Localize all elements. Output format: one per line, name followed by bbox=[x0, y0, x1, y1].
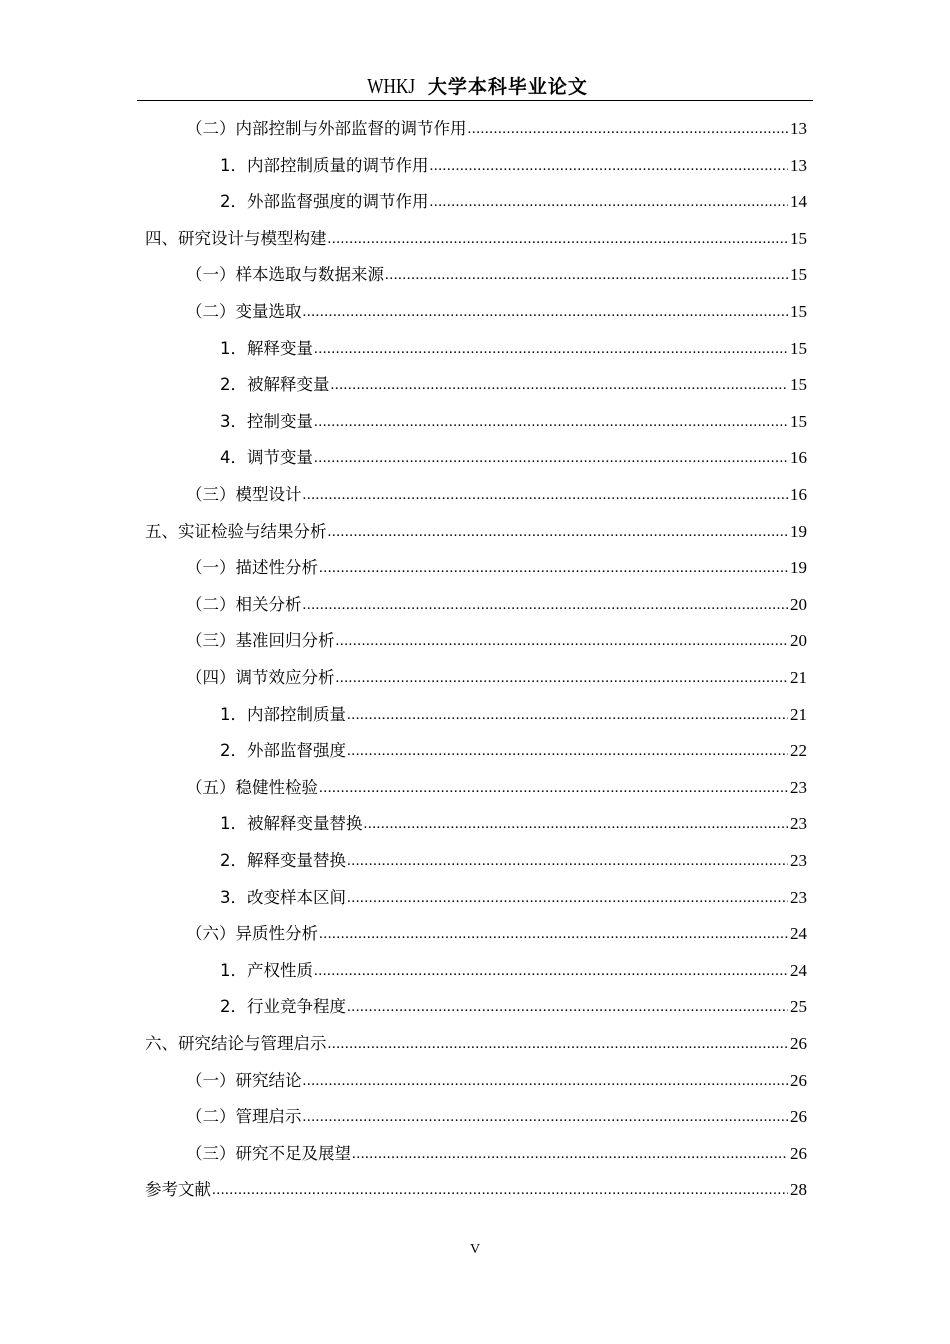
toc-entry-page: 21 bbox=[790, 704, 807, 724]
page-header bbox=[137, 72, 813, 100]
toc-entry-title: 1．解释变量 bbox=[220, 338, 313, 358]
toc-dot-leader bbox=[319, 923, 788, 945]
toc-entry-page: 26 bbox=[790, 1143, 807, 1163]
toc-entry[interactable] bbox=[186, 116, 807, 140]
toc-entry-title: 2．外部监督强度 bbox=[220, 741, 346, 761]
toc-entry-page: 15 bbox=[790, 375, 807, 395]
toc-entry-title: （一）描述性分析 bbox=[186, 558, 318, 578]
toc-entry-title: 1．产权性质 bbox=[220, 960, 313, 980]
toc-entry-title: 2．外部监督强度的调节作用 bbox=[220, 192, 429, 212]
toc-entry-title: 1．内部控制质量 bbox=[220, 704, 346, 724]
toc-entry-title: 2．被解释变量 bbox=[220, 375, 330, 395]
toc-entry-title: （一）研究结论 bbox=[186, 1070, 302, 1090]
toc-entry-title: 3．控制变量 bbox=[220, 411, 313, 431]
toc-dot-leader bbox=[336, 630, 789, 652]
toc-entry-page: 14 bbox=[790, 192, 807, 212]
toc-entry-page: 15 bbox=[790, 338, 807, 358]
toc-entry-title: （二）内部控制与外部监督的调节作用 bbox=[186, 119, 467, 138]
toc-dot-leader bbox=[303, 484, 789, 506]
toc-entry[interactable] bbox=[220, 445, 807, 469]
toc-dot-leader bbox=[468, 118, 789, 140]
toc-dot-leader bbox=[364, 813, 789, 835]
toc-dot-leader bbox=[303, 594, 789, 616]
toc-entry[interactable] bbox=[220, 336, 807, 360]
toc-dot-leader bbox=[352, 1143, 788, 1165]
toc-entry-title: （五）稳健性检验 bbox=[186, 777, 318, 797]
toc-entry-title: （三）基准回归分析 bbox=[186, 631, 335, 651]
toc-dot-leader bbox=[347, 740, 788, 762]
toc-entry-title: 4．调节变量 bbox=[220, 448, 313, 468]
toc-dot-leader bbox=[430, 155, 789, 177]
toc-entry-title: （六）异质性分析 bbox=[186, 924, 318, 944]
toc-entry-page: 21 bbox=[790, 668, 807, 687]
toc-dot-leader bbox=[314, 411, 788, 433]
toc-entry[interactable] bbox=[145, 1031, 807, 1055]
toc-entry[interactable] bbox=[145, 226, 807, 250]
toc-entry-page: 15 bbox=[790, 302, 807, 321]
header-divider bbox=[137, 100, 813, 101]
toc-dot-leader bbox=[212, 1179, 788, 1201]
toc-entry[interactable] bbox=[220, 958, 807, 982]
toc-entry-title: （三）研究不足及展望 bbox=[186, 1143, 351, 1163]
toc-dot-leader bbox=[430, 191, 789, 213]
toc-entry[interactable] bbox=[220, 372, 807, 396]
toc-entry[interactable] bbox=[186, 921, 807, 945]
toc-entry-title: 1．内部控制质量的调节作用 bbox=[220, 155, 429, 175]
toc-entry-page: 23 bbox=[790, 851, 807, 870]
toc-entry-page: 19 bbox=[790, 521, 807, 541]
toc-dot-leader bbox=[314, 447, 788, 469]
toc-entry[interactable] bbox=[220, 994, 807, 1018]
toc-entry[interactable] bbox=[186, 592, 807, 616]
toc-entry[interactable] bbox=[186, 775, 807, 799]
toc-entry-page: 26 bbox=[790, 1070, 807, 1090]
toc-entry-page: 24 bbox=[790, 960, 807, 980]
toc-entry[interactable] bbox=[186, 1141, 807, 1165]
toc-dot-leader bbox=[328, 228, 789, 250]
toc-entry-title: （一）样本选取与数据来源 bbox=[186, 265, 384, 285]
toc-dot-leader bbox=[303, 1106, 789, 1128]
toc-entry-page: 26 bbox=[790, 1034, 807, 1053]
toc-entry[interactable] bbox=[186, 299, 807, 323]
toc-dot-leader bbox=[303, 301, 789, 323]
toc-entry[interactable] bbox=[186, 628, 807, 652]
toc-entry-page: 20 bbox=[790, 594, 807, 614]
toc-entry[interactable] bbox=[220, 189, 807, 213]
toc-entry-page: 15 bbox=[790, 411, 807, 431]
toc-entry[interactable] bbox=[186, 1104, 807, 1128]
toc-entry-page: 19 bbox=[790, 558, 807, 578]
toc-entry[interactable] bbox=[186, 665, 807, 689]
toc-entry-page: 15 bbox=[790, 265, 807, 285]
toc-entry[interactable] bbox=[220, 738, 807, 762]
toc-dot-leader bbox=[319, 557, 788, 579]
toc-entry-page: 13 bbox=[790, 155, 807, 175]
toc-dot-leader bbox=[347, 887, 788, 909]
toc-entry-page: 24 bbox=[790, 924, 807, 944]
toc-entry-page: 23 bbox=[790, 887, 807, 907]
toc-dot-leader bbox=[328, 521, 789, 543]
toc-entry-title: 1．被解释变量替换 bbox=[220, 814, 363, 834]
toc-entry-page: 16 bbox=[790, 448, 807, 468]
toc-entry-page: 26 bbox=[790, 1107, 807, 1127]
toc-entry-title: 四、研究设计与模型构建 bbox=[145, 228, 327, 248]
toc-entry[interactable] bbox=[220, 702, 807, 726]
toc-entry-page: 20 bbox=[790, 631, 807, 651]
toc-dot-leader bbox=[314, 960, 788, 982]
toc-entry[interactable] bbox=[186, 555, 807, 579]
toc-entry-title: 六、研究结论与管理启示 bbox=[145, 1034, 327, 1053]
toc-entry[interactable] bbox=[186, 262, 807, 286]
toc-entry-page: 25 bbox=[790, 997, 807, 1017]
toc-dot-leader bbox=[314, 338, 788, 360]
toc-dot-leader bbox=[303, 1070, 789, 1092]
toc-entry-title: （二）变量选取 bbox=[186, 302, 302, 321]
toc-entry-page: 13 bbox=[790, 119, 807, 138]
toc-entry-page: 23 bbox=[790, 777, 807, 797]
toc-entry-title: 参考文献 bbox=[145, 1180, 211, 1200]
toc-dot-leader bbox=[347, 850, 788, 872]
header-institution-code: WHKJ bbox=[367, 74, 416, 98]
toc-entry-title: 五、实证检验与结果分析 bbox=[145, 521, 327, 541]
toc-entry-title: （四）调节效应分析 bbox=[186, 668, 335, 687]
toc-entry[interactable] bbox=[220, 848, 807, 872]
toc-entry-page: 22 bbox=[790, 741, 807, 761]
toc-dot-leader bbox=[328, 1033, 789, 1055]
toc-entry-title: （二）相关分析 bbox=[186, 594, 302, 614]
toc-entry[interactable] bbox=[145, 519, 807, 543]
toc-dot-leader bbox=[336, 667, 789, 689]
header-document-type: 大学本科毕业论文 bbox=[427, 76, 588, 98]
toc-dot-leader bbox=[319, 777, 788, 799]
toc-entry-title: 3．改变样本区间 bbox=[220, 887, 346, 907]
toc-entry-title: 2．解释变量替换 bbox=[220, 851, 346, 870]
toc-dot-leader bbox=[347, 996, 788, 1018]
toc-entry[interactable] bbox=[220, 811, 807, 835]
toc-entry-page: 16 bbox=[790, 485, 807, 504]
toc-entry[interactable] bbox=[145, 1177, 807, 1201]
toc-dot-leader bbox=[347, 704, 788, 726]
toc-dot-leader bbox=[385, 264, 788, 286]
toc-entry-page: 28 bbox=[790, 1180, 807, 1200]
toc-entry-title: （二）管理启示 bbox=[186, 1107, 302, 1127]
toc-entry[interactable] bbox=[186, 1068, 807, 1092]
toc-entry-page: 23 bbox=[790, 814, 807, 834]
toc-entry-title: （三）模型设计 bbox=[186, 485, 302, 504]
toc-entry-page: 15 bbox=[790, 228, 807, 248]
toc-entry[interactable] bbox=[220, 409, 807, 433]
page-number: V bbox=[469, 1242, 481, 1257]
toc-entry[interactable] bbox=[220, 885, 807, 909]
toc-entry[interactable] bbox=[220, 153, 807, 177]
toc-entry-title: 2．行业竞争程度 bbox=[220, 997, 346, 1017]
toc-dot-leader bbox=[331, 374, 789, 396]
toc-entry[interactable] bbox=[186, 482, 807, 506]
